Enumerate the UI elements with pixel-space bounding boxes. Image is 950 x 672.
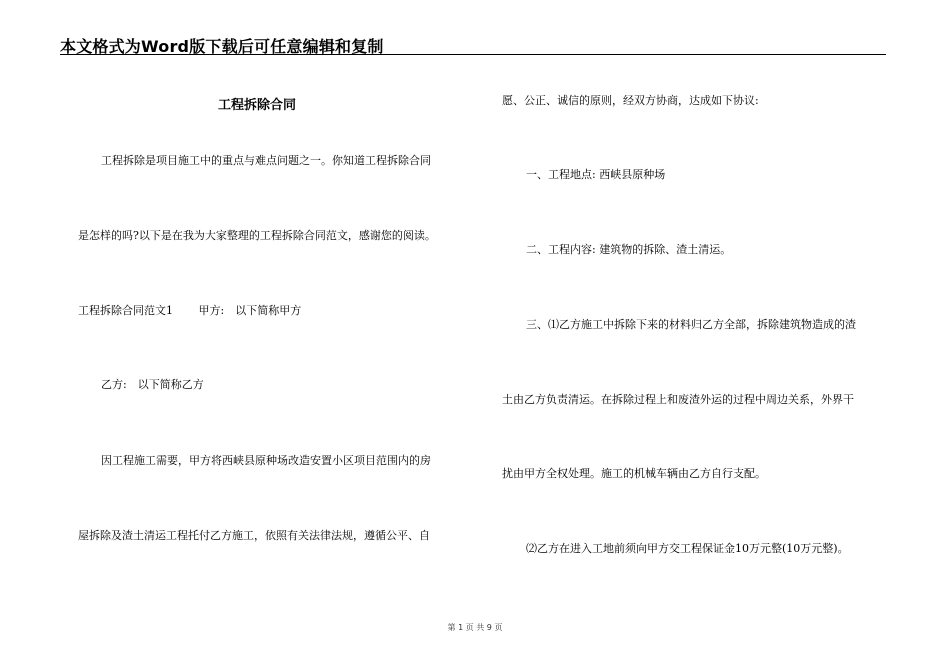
right-paragraph-line: 三、⑴乙方施工中拆除下来的材料归乙方全部，拆除建筑物造成的渣 [526, 318, 856, 331]
document-title: 工程拆除合同 [218, 98, 297, 113]
right-paragraph-line: 土由乙方负责清运。在拆除过程上和废渣外运的过程中周边关系，外界干 [502, 393, 854, 406]
left-paragraph-line: 工程拆除合同范文1 甲方: 以下简称甲方 [78, 304, 302, 317]
right-paragraph-line: 一、工程地点: 西峡县原种场 [526, 168, 666, 181]
right-paragraph-line: ⑵乙方在进入工地前须向甲方交工程保证金10万元整(10万元整)。 [526, 542, 849, 555]
document-header-banner: 本文格式为Word版下载后可任意编辑和复制 [60, 37, 384, 56]
left-paragraph-line: 因工程施工需要，甲方将西峡县原种场改造安置小区项目范围内的房 [101, 454, 431, 467]
right-paragraph-line: 愿、公正、诚信的原则，经双方协商，达成如下协议: [502, 94, 759, 107]
left-paragraph-line: 乙方: 以下简称乙方 [101, 378, 204, 391]
left-paragraph-line: 屋拆除及渣土清运工程托付乙方施工，依照有关法律法规，遵循公平、自 [78, 529, 430, 542]
left-paragraph-line: 工程拆除是项目施工中的重点与难点问题之一。你知道工程拆除合同 [101, 154, 431, 167]
right-paragraph-line: 扰由甲方全权处理。施工的机械车辆由乙方自行支配。 [502, 467, 766, 480]
right-paragraph-line: 二、工程内容: 建筑物的拆除、渣土清运。 [526, 243, 732, 256]
header-divider [60, 54, 886, 55]
page-number-indicator: 第 1 页 共 9 页 [447, 623, 503, 632]
left-paragraph-line: 是怎样的吗?以下是在我为大家整理的工程拆除合同范文，感谢您的阅读。 [78, 229, 436, 242]
